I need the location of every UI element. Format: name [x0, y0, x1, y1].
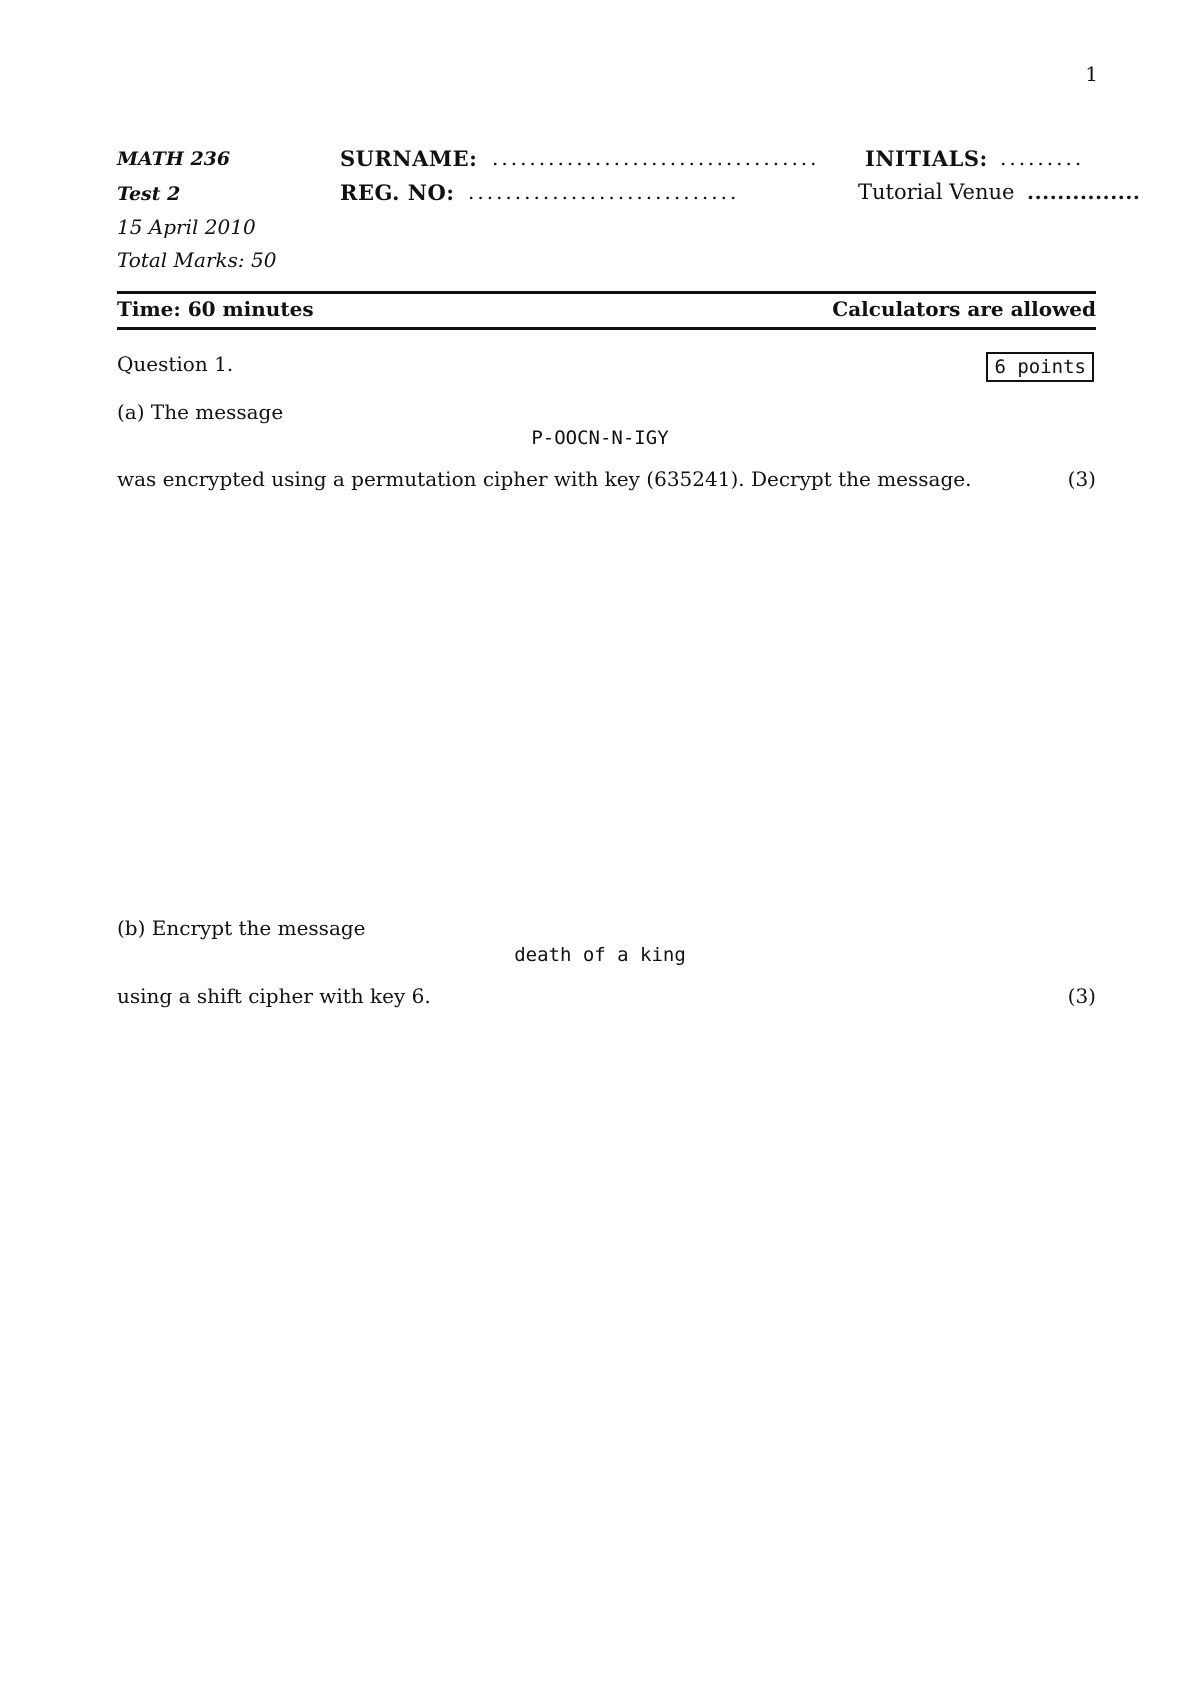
- part-a-message: P-OOCN-N-IGY: [531, 427, 669, 449]
- points-box: 6 points: [986, 352, 1094, 382]
- page-number: 1: [1085, 62, 1098, 86]
- top-rule: [117, 291, 1096, 294]
- part-b-intro: (b) Encrypt the message: [117, 916, 366, 940]
- initials-label: INITIALS:: [865, 146, 988, 171]
- venue-field: ...............: [1027, 180, 1141, 204]
- venue-label: Tutorial Venue: [858, 180, 1015, 204]
- part-a-marks: (3): [1067, 467, 1096, 491]
- part-b-marks: (3): [1067, 984, 1096, 1008]
- surname-label: SURNAME:: [340, 146, 478, 171]
- regno-field: .............................: [468, 180, 740, 204]
- test-date: 15 April 2010: [117, 215, 256, 239]
- initials-field: .........: [1000, 146, 1085, 170]
- calculator-note: Calculators are allowed: [832, 297, 1096, 321]
- surname-field: ...................................: [492, 146, 820, 170]
- part-b-task: using a shift cipher with key 6.: [117, 984, 431, 1008]
- course-code: MATH 236: [117, 148, 231, 170]
- part-b-message: death of a king: [514, 944, 686, 966]
- regno-label: REG. NO:: [340, 180, 455, 205]
- part-a-intro: (a) The message: [117, 400, 284, 424]
- test-name: Test 2: [117, 183, 181, 205]
- question-title: Question 1.: [117, 352, 234, 376]
- part-a-task: was encrypted using a permutation cipher with key (635241). Decrypt the message.: [117, 467, 972, 491]
- bottom-rule: [117, 327, 1096, 330]
- time-limit: Time: 60 minutes: [117, 297, 314, 321]
- total-marks: Total Marks: 50: [117, 248, 277, 272]
